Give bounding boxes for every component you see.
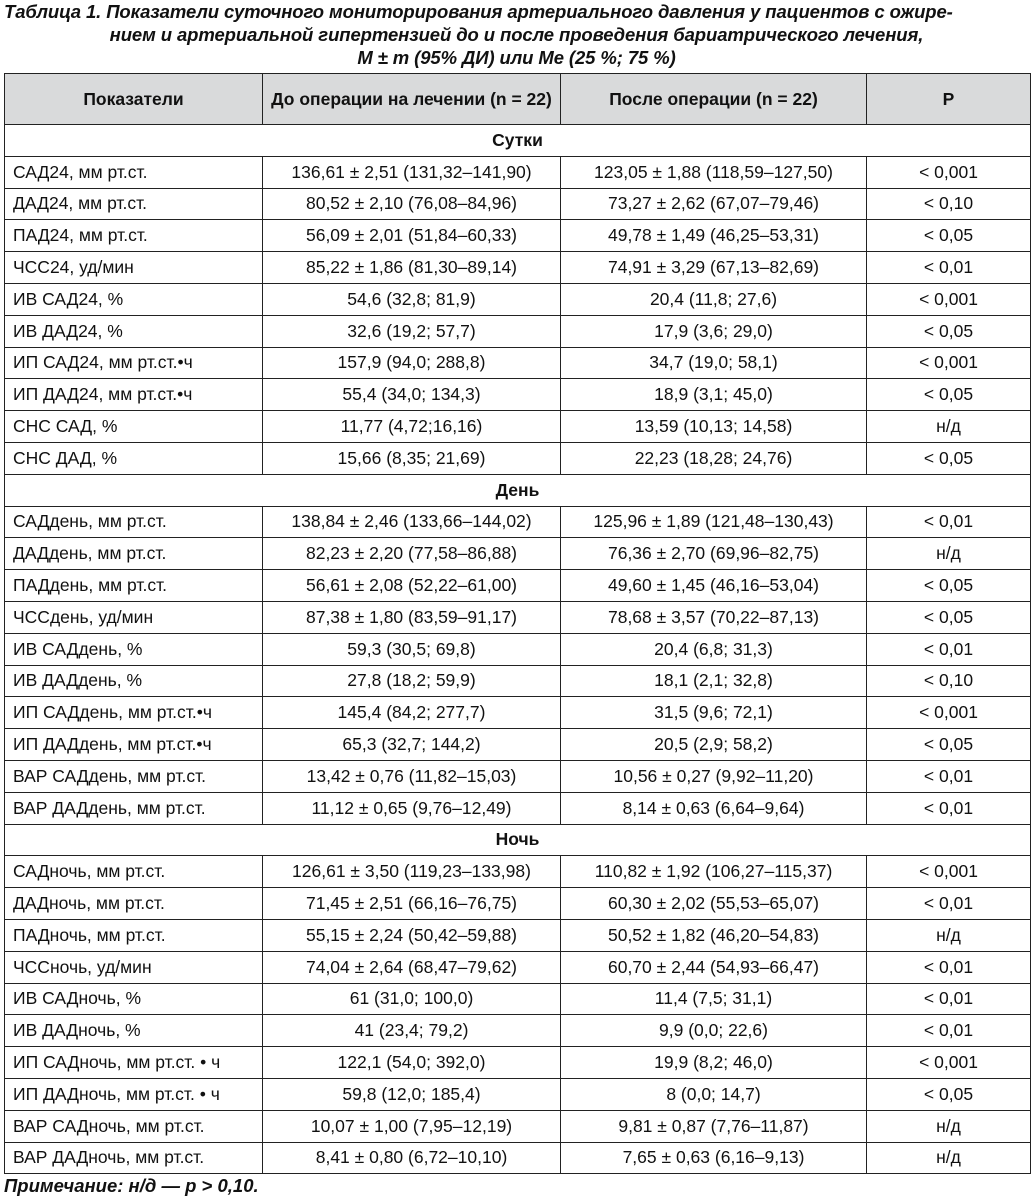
- p-value-cell: < 0,01: [867, 888, 1031, 920]
- table-row: [5, 983, 1031, 1015]
- section-title: День: [5, 474, 1031, 506]
- before-value-cell: 87,38 ± 1,80 (83,59–91,17): [263, 601, 561, 633]
- after-value-cell: 8,14 ± 0,63 (6,64–9,64): [561, 792, 867, 824]
- after-value-cell: 9,81 ± 0,87 (7,76–11,87): [561, 1110, 867, 1142]
- p-value-cell: < 0,01: [867, 252, 1031, 284]
- indicator-cell: ДАДночь, мм рт.ст.: [5, 888, 263, 920]
- p-value-cell: н/д: [867, 411, 1031, 443]
- table-row: [5, 156, 1031, 188]
- after-value-cell: 49,60 ± 1,45 (46,16–53,04): [561, 570, 867, 602]
- table-row: [5, 1110, 1031, 1142]
- indicator-cell: ИП САДночь, мм рт.ст. • ч: [5, 1047, 263, 1079]
- after-value-cell: 125,96 ± 1,89 (121,48–130,43): [561, 506, 867, 538]
- after-value-cell: 31,5 (9,6; 72,1): [561, 697, 867, 729]
- section-row: [5, 125, 1031, 157]
- after-value-cell: 34,7 (19,0; 58,1): [561, 347, 867, 379]
- indicator-cell: ИВ ДАД24, %: [5, 315, 263, 347]
- caption-line-3: М ± m (95% ДИ) или Ме (25 %; 75 %): [357, 47, 676, 68]
- indicator-cell: САДночь, мм рт.ст.: [5, 856, 263, 888]
- before-value-cell: 54,6 (32,8; 81,9): [263, 283, 561, 315]
- after-value-cell: 73,27 ± 2,62 (67,07–79,46): [561, 188, 867, 220]
- table-header-row: [5, 74, 1031, 125]
- before-value-cell: 15,66 (8,35; 21,69): [263, 442, 561, 474]
- table-row: [5, 411, 1031, 443]
- p-value-cell: < 0,05: [867, 729, 1031, 761]
- indicator-cell: ИП ДАД24, мм рт.ст.•ч: [5, 379, 263, 411]
- p-value-cell: < 0,01: [867, 506, 1031, 538]
- before-value-cell: 56,61 ± 2,08 (52,22–61,00): [263, 570, 561, 602]
- before-value-cell: 11,77 (4,72;16,16): [263, 411, 561, 443]
- p-value-cell: < 0,01: [867, 760, 1031, 792]
- header-after-surgery: После операции (n = 22): [561, 74, 867, 125]
- after-value-cell: 8 (0,0; 14,7): [561, 1078, 867, 1110]
- indicator-cell: ВАР САДдень, мм рт.ст.: [5, 760, 263, 792]
- indicator-cell: САДдень, мм рт.ст.: [5, 506, 263, 538]
- after-value-cell: 18,9 (3,1; 45,0): [561, 379, 867, 411]
- before-value-cell: 59,3 (30,5; 69,8): [263, 633, 561, 665]
- p-value-cell: < 0,05: [867, 379, 1031, 411]
- p-value-cell: н/д: [867, 919, 1031, 951]
- indicator-cell: СНС САД, %: [5, 411, 263, 443]
- header-indicators: Показатели: [5, 74, 263, 125]
- before-value-cell: 122,1 (54,0; 392,0): [263, 1047, 561, 1079]
- p-value-cell: н/д: [867, 1142, 1031, 1174]
- after-value-cell: 9,9 (0,0; 22,6): [561, 1015, 867, 1047]
- indicator-cell: ИВ САДдень, %: [5, 633, 263, 665]
- table-row: [5, 951, 1031, 983]
- before-value-cell: 27,8 (18,2; 59,9): [263, 665, 561, 697]
- after-value-cell: 20,4 (6,8; 31,3): [561, 633, 867, 665]
- before-value-cell: 80,52 ± 2,10 (76,08–84,96): [263, 188, 561, 220]
- before-value-cell: 138,84 ± 2,46 (133,66–144,02): [263, 506, 561, 538]
- table-row: [5, 252, 1031, 284]
- p-value-cell: < 0,001: [867, 347, 1031, 379]
- table-row: [5, 792, 1031, 824]
- after-value-cell: 17,9 (3,6; 29,0): [561, 315, 867, 347]
- table-row: [5, 1142, 1031, 1174]
- bp-monitoring-table: [4, 73, 1031, 1174]
- section-row: [5, 474, 1031, 506]
- after-value-cell: 7,65 ± 0,63 (6,16–9,13): [561, 1142, 867, 1174]
- p-value-cell: н/д: [867, 1110, 1031, 1142]
- table-row: [5, 283, 1031, 315]
- indicator-cell: ПАДночь, мм рт.ст.: [5, 919, 263, 951]
- caption-line-1: Таблица 1. Показатели суточного мониторирования артериального давления у пациентов с ожире-: [4, 1, 953, 22]
- after-value-cell: 110,82 ± 1,92 (106,27–115,37): [561, 856, 867, 888]
- indicator-cell: ВАР САДночь, мм рт.ст.: [5, 1110, 263, 1142]
- indicator-cell: СНС ДАД, %: [5, 442, 263, 474]
- indicator-cell: ПАД24, мм рт.ст.: [5, 220, 263, 252]
- before-value-cell: 85,22 ± 1,86 (81,30–89,14): [263, 252, 561, 284]
- before-value-cell: 74,04 ± 2,64 (68,47–79,62): [263, 951, 561, 983]
- p-value-cell: < 0,001: [867, 1047, 1031, 1079]
- after-value-cell: 20,4 (11,8; 27,6): [561, 283, 867, 315]
- after-value-cell: 11,4 (7,5; 31,1): [561, 983, 867, 1015]
- after-value-cell: 76,36 ± 2,70 (69,96–82,75): [561, 538, 867, 570]
- before-value-cell: 32,6 (19,2; 57,7): [263, 315, 561, 347]
- table-row: [5, 888, 1031, 920]
- p-value-cell: < 0,001: [867, 156, 1031, 188]
- p-value-cell: < 0,10: [867, 665, 1031, 697]
- p-value-cell: < 0,001: [867, 283, 1031, 315]
- table-row: [5, 379, 1031, 411]
- after-value-cell: 10,56 ± 0,27 (9,92–11,20): [561, 760, 867, 792]
- table-row: [5, 570, 1031, 602]
- before-value-cell: 65,3 (32,7; 144,2): [263, 729, 561, 761]
- indicator-cell: САД24, мм рт.ст.: [5, 156, 263, 188]
- indicator-cell: ДАД24, мм рт.ст.: [5, 188, 263, 220]
- table-row: [5, 347, 1031, 379]
- after-value-cell: 18,1 (2,1; 32,8): [561, 665, 867, 697]
- after-value-cell: 60,70 ± 2,44 (54,93–66,47): [561, 951, 867, 983]
- indicator-cell: ЧСС24, уд/мин: [5, 252, 263, 284]
- table-row: [5, 1078, 1031, 1110]
- indicator-cell: ДАДдень, мм рт.ст.: [5, 538, 263, 570]
- after-value-cell: 50,52 ± 1,82 (46,20–54,83): [561, 919, 867, 951]
- table-body: [5, 125, 1031, 1174]
- indicator-cell: ИП ДАДночь, мм рт.ст. • ч: [5, 1078, 263, 1110]
- section-title: Ночь: [5, 824, 1031, 856]
- p-value-cell: н/д: [867, 538, 1031, 570]
- before-value-cell: 157,9 (94,0; 288,8): [263, 347, 561, 379]
- p-value-cell: < 0,05: [867, 601, 1031, 633]
- before-value-cell: 55,4 (34,0; 134,3): [263, 379, 561, 411]
- after-value-cell: 22,23 (18,28; 24,76): [561, 442, 867, 474]
- before-value-cell: 41 (23,4; 79,2): [263, 1015, 561, 1047]
- table-row: [5, 856, 1031, 888]
- p-value-cell: < 0,05: [867, 442, 1031, 474]
- before-value-cell: 61 (31,0; 100,0): [263, 983, 561, 1015]
- table-row: [5, 665, 1031, 697]
- before-value-cell: 145,4 (84,2; 277,7): [263, 697, 561, 729]
- section-row: [5, 824, 1031, 856]
- after-value-cell: 49,78 ± 1,49 (46,25–53,31): [561, 220, 867, 252]
- section-title: Сутки: [5, 125, 1031, 157]
- table-row: [5, 442, 1031, 474]
- p-value-cell: < 0,01: [867, 1015, 1031, 1047]
- p-value-cell: < 0,01: [867, 633, 1031, 665]
- after-value-cell: 20,5 (2,9; 58,2): [561, 729, 867, 761]
- after-value-cell: 13,59 (10,13; 14,58): [561, 411, 867, 443]
- indicator-cell: ИП САДдень, мм рт.ст.•ч: [5, 697, 263, 729]
- before-value-cell: 136,61 ± 2,51 (131,32–141,90): [263, 156, 561, 188]
- indicator-cell: ИВ САДночь, %: [5, 983, 263, 1015]
- indicator-cell: ИП САД24, мм рт.ст.•ч: [5, 347, 263, 379]
- before-value-cell: 13,42 ± 0,76 (11,82–15,03): [263, 760, 561, 792]
- indicator-cell: ИП ДАДдень, мм рт.ст.•ч: [5, 729, 263, 761]
- table-row: [5, 760, 1031, 792]
- table-row: [5, 633, 1031, 665]
- before-value-cell: 56,09 ± 2,01 (51,84–60,33): [263, 220, 561, 252]
- caption-line-2: нием и артериальной гипертензией до и после проведения бариатрического лечения,: [109, 24, 924, 45]
- p-value-cell: < 0,05: [867, 570, 1031, 602]
- after-value-cell: 19,9 (8,2; 46,0): [561, 1047, 867, 1079]
- before-value-cell: 126,61 ± 3,50 (119,23–133,98): [263, 856, 561, 888]
- p-value-cell: < 0,05: [867, 220, 1031, 252]
- table-caption: [0, 0, 1033, 72]
- table-row: [5, 506, 1031, 538]
- table-row: [5, 538, 1031, 570]
- header-before-surgery: До операции на лечении (n = 22): [263, 74, 561, 125]
- p-value-cell: < 0,001: [867, 697, 1031, 729]
- before-value-cell: 71,45 ± 2,51 (66,16–76,75): [263, 888, 561, 920]
- indicator-cell: ЧССночь, уд/мин: [5, 951, 263, 983]
- table-row: [5, 315, 1031, 347]
- table-row: [5, 1047, 1031, 1079]
- p-value-cell: < 0,01: [867, 792, 1031, 824]
- indicator-cell: ПАДдень, мм рт.ст.: [5, 570, 263, 602]
- before-value-cell: 10,07 ± 1,00 (7,95–12,19): [263, 1110, 561, 1142]
- p-value-cell: < 0,001: [867, 856, 1031, 888]
- p-value-cell: < 0,05: [867, 1078, 1031, 1110]
- after-value-cell: 74,91 ± 3,29 (67,13–82,69): [561, 252, 867, 284]
- header-p-value: P: [867, 74, 1031, 125]
- indicator-cell: ЧССдень, уд/мин: [5, 601, 263, 633]
- p-value-cell: < 0,01: [867, 951, 1031, 983]
- before-value-cell: 11,12 ± 0,65 (9,76–12,49): [263, 792, 561, 824]
- table-row: [5, 729, 1031, 761]
- indicator-cell: ИВ САД24, %: [5, 283, 263, 315]
- indicator-cell: ИВ ДАДночь, %: [5, 1015, 263, 1047]
- table-row: [5, 697, 1031, 729]
- table-row: [5, 188, 1031, 220]
- table-note: Примечание: н/д — p > 0,10.: [4, 1175, 259, 1196]
- indicator-cell: ИВ ДАДдень, %: [5, 665, 263, 697]
- before-value-cell: 55,15 ± 2,24 (50,42–59,88): [263, 919, 561, 951]
- indicator-cell: ВАР ДАДдень, мм рт.ст.: [5, 792, 263, 824]
- before-value-cell: 59,8 (12,0; 185,4): [263, 1078, 561, 1110]
- p-value-cell: < 0,01: [867, 983, 1031, 1015]
- after-value-cell: 60,30 ± 2,02 (55,53–65,07): [561, 888, 867, 920]
- indicator-cell: ВАР ДАДночь, мм рт.ст.: [5, 1142, 263, 1174]
- table-row: [5, 919, 1031, 951]
- before-value-cell: 8,41 ± 0,80 (6,72–10,10): [263, 1142, 561, 1174]
- table-row: [5, 1015, 1031, 1047]
- after-value-cell: 78,68 ± 3,57 (70,22–87,13): [561, 601, 867, 633]
- after-value-cell: 123,05 ± 1,88 (118,59–127,50): [561, 156, 867, 188]
- before-value-cell: 82,23 ± 2,20 (77,58–86,88): [263, 538, 561, 570]
- table-row: [5, 601, 1031, 633]
- p-value-cell: < 0,10: [867, 188, 1031, 220]
- table-row: [5, 220, 1031, 252]
- p-value-cell: < 0,05: [867, 315, 1031, 347]
